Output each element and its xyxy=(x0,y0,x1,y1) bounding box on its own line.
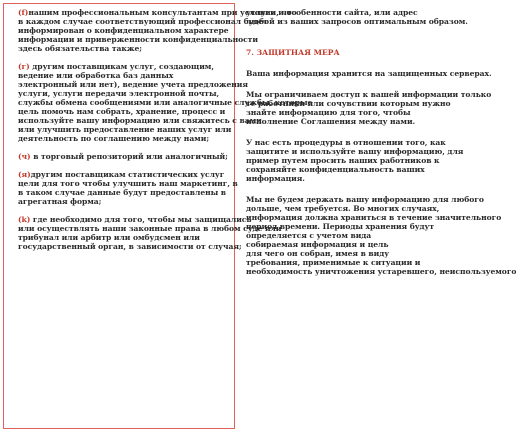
para-3-line-4: сохраняйте конфиденциальность ваших xyxy=(246,165,425,174)
item-k-line-1: (k) где необходимо для того, чтобы мы защищались xyxy=(18,215,252,224)
intro-line-2: любой из ваших запросов оптимальным образом. xyxy=(246,17,468,26)
item-g-line-3: электронный или нет), ведение учета предложения xyxy=(18,80,248,89)
para-4-line-4: период времени. Периоды хранения будут xyxy=(246,222,434,231)
para-3-line-1: У нас есть процедуры в отношении того, как xyxy=(246,138,446,147)
item-g-line-2: ведение или обработка баз данных xyxy=(18,71,174,80)
item-g-line-4: услуги, услуги передачи электронной почты, xyxy=(18,89,220,98)
item-k-line-3: трибунал или арбитр или омбудсмен или xyxy=(18,233,200,242)
item-g-line-9: деятельность по соглашению между нами; xyxy=(18,134,210,143)
item-g-line-8: или улучшить предоставление наших услуг или xyxy=(18,125,232,134)
para-4-line-6: собираемая информация и цель xyxy=(246,240,389,249)
section-heading: 7. ЗАЩИТНАЯ МЕРА xyxy=(246,48,340,57)
item-marker: (f) xyxy=(18,8,29,17)
para-2-line-4: исполнение Соглашения между нами. xyxy=(246,117,416,126)
para-4-line-8: требования, применимые к ситуации и xyxy=(246,258,421,267)
item-i-line-2: цели для того чтобы улучшить наш маркетинг, в xyxy=(18,179,238,188)
item-h-line-1: (ч) в торговый репозиторий или аналогичный; xyxy=(18,152,228,161)
item-marker: (г) xyxy=(18,62,30,71)
item-g-line-6: цель помочь нам собрать, хранение, процесс и xyxy=(18,107,226,116)
para-3-line-3: пример путем просить наших работников к xyxy=(246,156,440,165)
intro-line-1: услуги и особенности сайта, или адрес xyxy=(246,8,418,17)
item-k-line-4: государственный орган, в зависимости от случая; xyxy=(18,242,242,251)
item-f-line-2: в каждом случае соответствующий профессионал будет xyxy=(18,17,268,26)
para-4-line-5: определяется с учетом вида xyxy=(246,231,372,240)
para-3-line-2: защитите и используйте вашу информацию, для xyxy=(246,147,464,156)
item-f-line-3: информирован о конфиденциальном характере xyxy=(18,26,229,35)
right-column xyxy=(246,8,516,276)
para-2-line-2: те работники или сочувствии которым нужно xyxy=(246,99,451,108)
item-k-line-2: или осуществлять наши законные права в любом суде или xyxy=(18,224,282,233)
para-4-line-9: необходимость уничтожения устаревшего, неиспользуемого xyxy=(246,267,516,276)
item-i-line-4: агрегатная форма; xyxy=(18,197,102,206)
item-i-line-1: (я)другим поставщикам статистических услуг xyxy=(18,170,225,179)
para-2-line-3: знайте информацию для того, чтобы xyxy=(246,108,411,117)
item-g-line-7: используйте вашу информацию или свяжитесь с вами xyxy=(18,116,262,125)
item-f-line-1: (f)нашим профессиональным консультантам при условии, что xyxy=(18,8,297,17)
item-i-line-3: в таком случае данные будут предоставлены в xyxy=(18,188,226,197)
para-2-line-1: Мы ограничиваем доступ к вашей информации только xyxy=(246,90,492,99)
item-marker: (ч) xyxy=(18,152,31,161)
item-marker: (я) xyxy=(18,170,31,179)
item-g-line-1: (г) другим поставщикам услуг, создающим, xyxy=(18,62,214,71)
para-1-line-1: Ваша информация хранится на защищенных серверах. xyxy=(246,69,492,78)
para-4-line-1: Мы не будем держать вашу информацию для любого xyxy=(246,195,484,204)
para-3-line-5: информация. xyxy=(246,174,305,183)
item-f-line-5: здесь обязательства также; xyxy=(18,44,142,53)
item-f-line-4: информации и приверженности конфиденциальности xyxy=(18,35,258,44)
item-g-line-5: службы обмена сообщениями или аналогичные службы, которые xyxy=(18,98,313,107)
para-4-line-7: для чего он собран, имея в виду xyxy=(246,249,390,258)
para-4-line-2: дольше, чем требуется. Во многих случаях, xyxy=(246,204,440,213)
para-4-line-3: информация должна храниться в течение значительного xyxy=(246,213,502,222)
item-marker: (k) xyxy=(18,215,31,224)
